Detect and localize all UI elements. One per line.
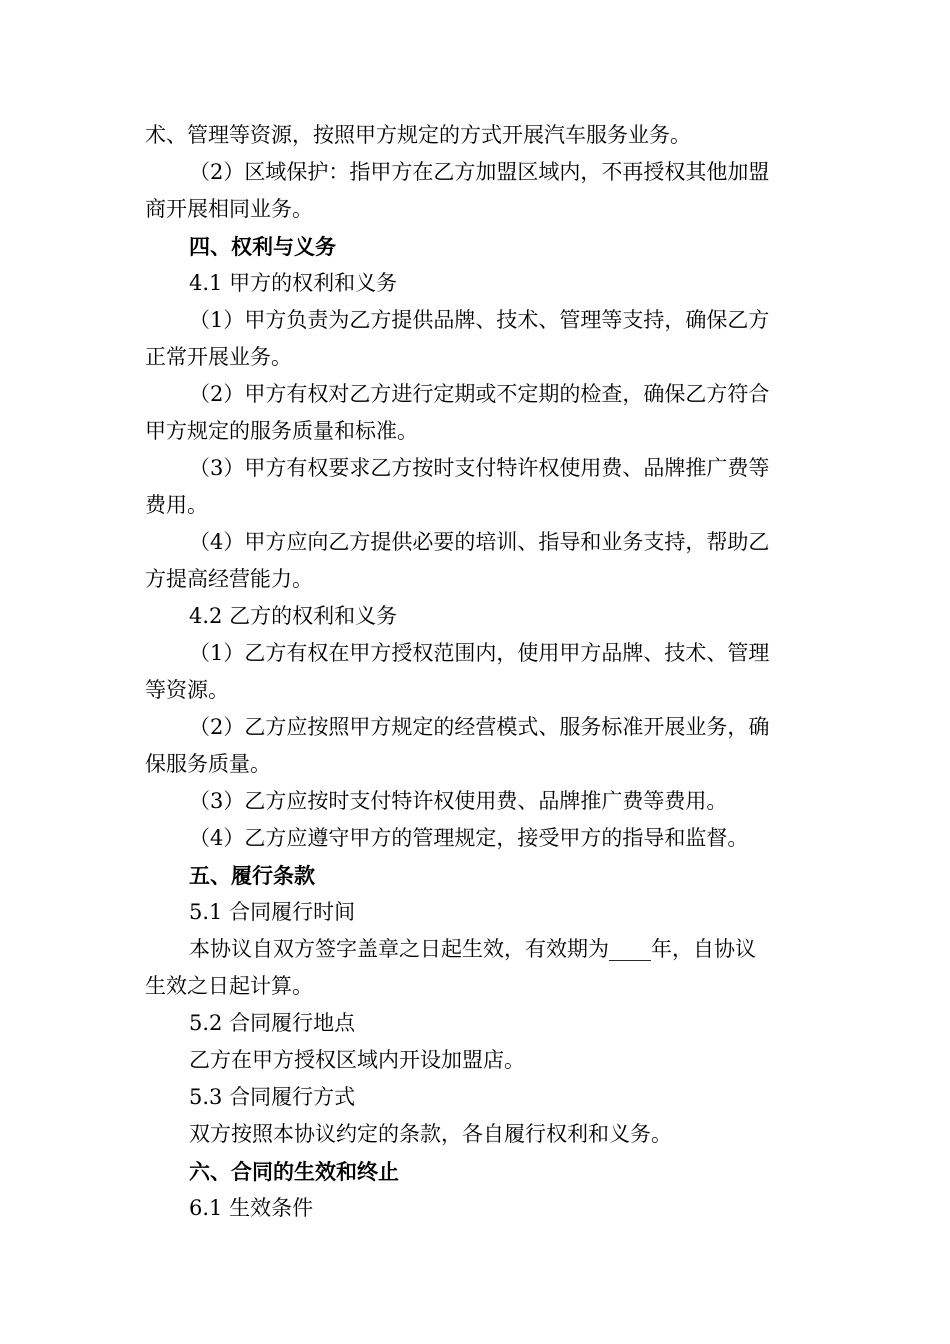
text-line: 5.1 合同履行时间 — [189, 900, 356, 924]
text-line: 等资源。 — [145, 678, 229, 702]
text-line: 4.1 甲方的权利和义务 — [189, 271, 398, 295]
document-page — [145, 117, 807, 1227]
section-heading: 五、履行条款 — [189, 863, 315, 888]
text-line: 5.2 合同履行地点 — [189, 1011, 356, 1035]
text-line: （3）甲方有权要求乙方按时支付特许权使用费、品牌推广费等 — [189, 456, 770, 480]
text-line: （2）乙方应按照甲方规定的经营模式、服务标准开展业务，确 — [189, 715, 770, 739]
section-heading: 四、权利与义务 — [189, 234, 336, 259]
text-line: 5.3 合同履行方式 — [189, 1085, 356, 1109]
section-heading: 六、合同的生效和终止 — [189, 1159, 399, 1184]
text-line: 生效之日起计算。 — [145, 974, 313, 998]
text-line: （1）甲方负责为乙方提供品牌、技术、管理等支持，确保乙方 — [189, 308, 770, 332]
text-line: 商开展相同业务。 — [145, 197, 313, 221]
text-line: 正常开展业务。 — [145, 345, 292, 369]
text-line: 保服务质量。 — [145, 752, 271, 776]
text-line: （3）乙方应按时支付特许权使用费、品牌推广费等费用。 — [189, 789, 728, 813]
text-line: 费用。 — [145, 493, 208, 517]
text-line: 术、管理等资源，按照甲方规定的方式开展汽车服务业务。 — [145, 123, 691, 147]
text-line: 双方按照本协议约定的条款，各自履行权利和义务。 — [189, 1122, 672, 1146]
text-line: 方提高经营能力。 — [145, 567, 313, 591]
text-line: 6.1 生效条件 — [189, 1196, 314, 1220]
text-line: 4.2 乙方的权利和义务 — [189, 604, 398, 628]
text-line: 本协议自双方签字盖章之日起生效，有效期为____年，自协议 — [189, 937, 756, 961]
text-line: 甲方规定的服务质量和标准。 — [145, 419, 418, 443]
text-line: （1）乙方有权在甲方授权范围内，使用甲方品牌、技术、管理 — [189, 641, 770, 665]
text-line: 乙方在甲方授权区域内开设加盟店。 — [189, 1048, 525, 1072]
text-line: （4）乙方应遵守甲方的管理规定，接受甲方的指导和监督。 — [189, 826, 749, 850]
text-line: （4）甲方应向乙方提供必要的培训、指导和业务支持，帮助乙 — [189, 530, 770, 554]
text-line: （2）区域保护：指甲方在乙方加盟区域内，不再授权其他加盟 — [189, 160, 770, 184]
text-line: （2）甲方有权对乙方进行定期或不定期的检查，确保乙方符合 — [189, 382, 770, 406]
